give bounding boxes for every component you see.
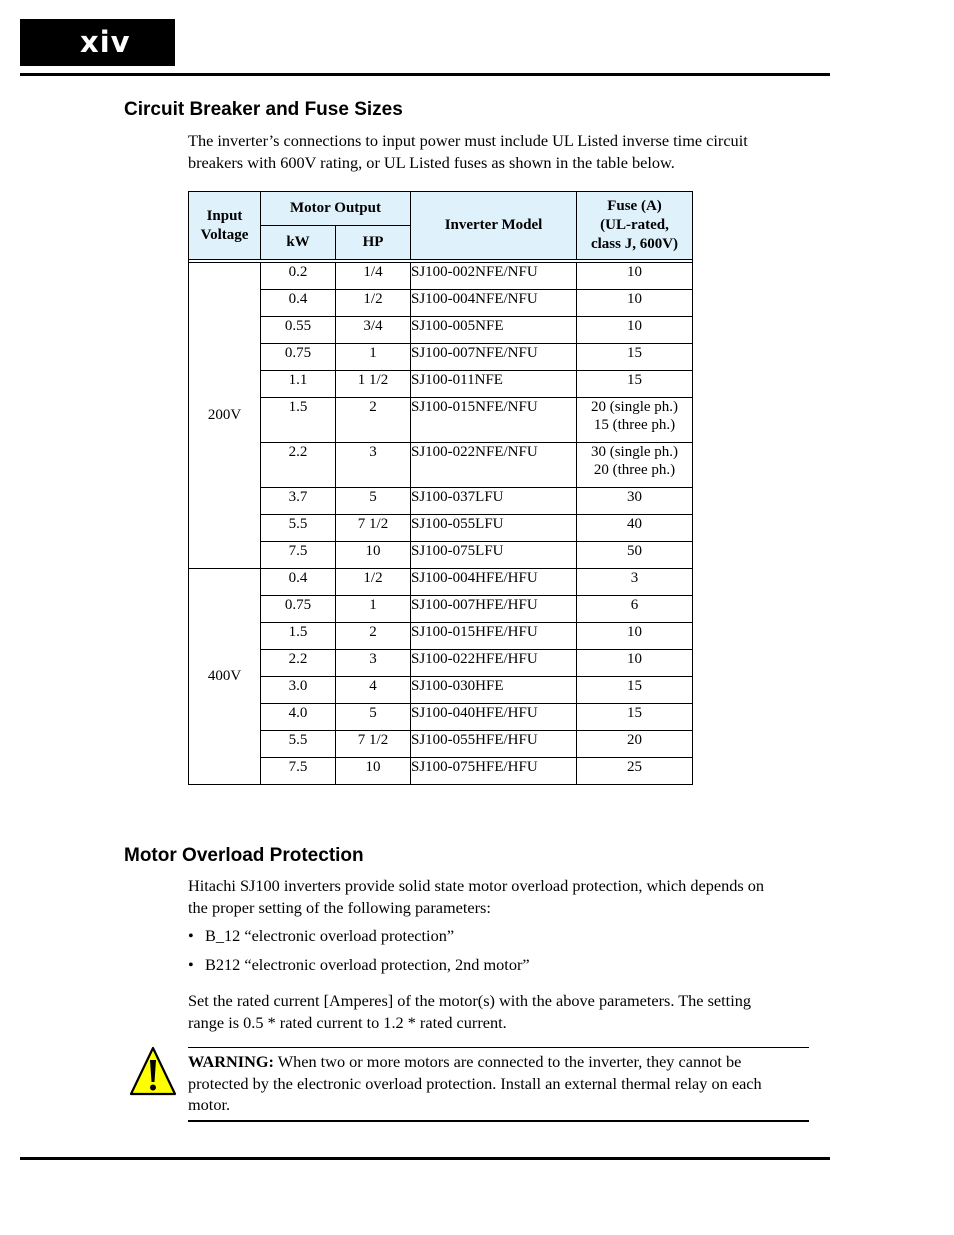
cell-inverter-model: SJ100-030HFE bbox=[411, 677, 577, 704]
cell-hp: 1/2 bbox=[336, 569, 411, 596]
table-row bbox=[189, 731, 693, 758]
header-motor-output: Motor Output bbox=[261, 192, 411, 226]
cell-kw: 3.7 bbox=[261, 488, 336, 515]
cell-fuse: 50 bbox=[577, 542, 693, 569]
cell-kw: 0.75 bbox=[261, 344, 336, 371]
cell-hp: 1/2 bbox=[336, 290, 411, 317]
cell-kw: 0.4 bbox=[261, 569, 336, 596]
section-heading-circuit-breaker: Circuit Breaker and Fuse Sizes bbox=[124, 99, 403, 120]
cell-inverter-model: SJ100-005NFE bbox=[411, 317, 577, 344]
cell-kw: 4.0 bbox=[261, 704, 336, 731]
cell-fuse: 15 bbox=[577, 677, 693, 704]
table-row bbox=[189, 398, 693, 443]
parameter-list bbox=[188, 925, 530, 983]
cell-hp: 5 bbox=[336, 704, 411, 731]
cell-fuse: 10 bbox=[577, 623, 693, 650]
cell-input-voltage: 200V bbox=[189, 263, 261, 569]
cell-kw: 5.5 bbox=[261, 731, 336, 758]
cell-hp: 3 bbox=[336, 443, 411, 488]
table-row bbox=[189, 542, 693, 569]
cell-inverter-model: SJ100-037LFU bbox=[411, 488, 577, 515]
cell-inverter-model: SJ100-011NFE bbox=[411, 371, 577, 398]
cell-kw: 5.5 bbox=[261, 515, 336, 542]
table-row bbox=[189, 596, 693, 623]
cell-fuse: 40 bbox=[577, 515, 693, 542]
cell-inverter-model: SJ100-055HFE/HFU bbox=[411, 731, 577, 758]
cell-inverter-model: SJ100-015NFE/NFU bbox=[411, 398, 577, 443]
cell-hp: 2 bbox=[336, 623, 411, 650]
cell-hp: 3/4 bbox=[336, 317, 411, 344]
cell-inverter-model: SJ100-004HFE/HFU bbox=[411, 569, 577, 596]
cell-kw: 0.4 bbox=[261, 290, 336, 317]
footer-rule bbox=[20, 1157, 830, 1160]
cell-fuse: 15 bbox=[577, 704, 693, 731]
cell-kw: 1.5 bbox=[261, 623, 336, 650]
cell-hp: 3 bbox=[336, 650, 411, 677]
table-row bbox=[189, 371, 693, 398]
table-row bbox=[189, 263, 693, 290]
motor-overload-intro: Hitachi SJ100 inverters provide solid state motor overload protection, which depends on the proper setting of the following parameters: bbox=[188, 876, 765, 917]
cell-hp: 5 bbox=[336, 488, 411, 515]
table-row bbox=[189, 515, 693, 542]
cell-fuse: 20 (single ph.) 15 (three ph.) bbox=[577, 398, 693, 443]
header-kw: kW bbox=[261, 226, 336, 260]
cell-input-voltage: 400V bbox=[189, 569, 261, 785]
cell-fuse: 10 bbox=[577, 290, 693, 317]
cell-inverter-model: SJ100-075LFU bbox=[411, 542, 577, 569]
table-row bbox=[189, 623, 693, 650]
cell-inverter-model: SJ100-040HFE/HFU bbox=[411, 704, 577, 731]
page-number: xiv bbox=[80, 25, 131, 59]
cell-hp: 1 bbox=[336, 596, 411, 623]
fuse-size-table bbox=[188, 191, 693, 785]
header-fuse: Fuse (A) (UL-rated, class J, 600V) bbox=[577, 192, 693, 260]
header-input-voltage: Input Voltage bbox=[189, 192, 261, 260]
cell-inverter-model: SJ100-022HFE/HFU bbox=[411, 650, 577, 677]
cell-hp: 4 bbox=[336, 677, 411, 704]
cell-inverter-model: SJ100-022NFE/NFU bbox=[411, 443, 577, 488]
rated-current-paragraph: Set the rated current [Amperes] of the motor(s) with the above parameters. The setting range is 0.5 * rated current to 1.2 * rated current. bbox=[188, 991, 752, 1032]
cell-fuse: 10 bbox=[577, 263, 693, 290]
page-number-tab bbox=[20, 19, 175, 66]
cell-kw: 0.2 bbox=[261, 263, 336, 290]
cell-fuse: 30 (single ph.) 20 (three ph.) bbox=[577, 443, 693, 488]
table-row bbox=[189, 290, 693, 317]
cell-kw: 2.2 bbox=[261, 650, 336, 677]
cell-kw: 0.75 bbox=[261, 596, 336, 623]
cell-hp: 10 bbox=[336, 542, 411, 569]
cell-kw: 7.5 bbox=[261, 542, 336, 569]
cell-kw: 2.2 bbox=[261, 443, 336, 488]
cell-fuse: 3 bbox=[577, 569, 693, 596]
cell-inverter-model: SJ100-004NFE/NFU bbox=[411, 290, 577, 317]
cell-fuse: 25 bbox=[577, 758, 693, 785]
warning-triangle-icon bbox=[129, 1046, 177, 1096]
cell-hp: 7 1/2 bbox=[336, 731, 411, 758]
table-row bbox=[189, 443, 693, 488]
cell-hp: 7 1/2 bbox=[336, 515, 411, 542]
cell-kw: 0.55 bbox=[261, 317, 336, 344]
cell-fuse: 15 bbox=[577, 371, 693, 398]
table-row bbox=[189, 488, 693, 515]
cell-fuse: 15 bbox=[577, 344, 693, 371]
cell-kw: 1.5 bbox=[261, 398, 336, 443]
table-row bbox=[189, 650, 693, 677]
list-item: • B_12 “electronic overload protection” bbox=[188, 926, 455, 945]
table-row bbox=[189, 704, 693, 731]
header-rule bbox=[20, 73, 830, 76]
list-item: • B212 “electronic overload protection, 2nd motor” bbox=[188, 955, 530, 974]
cell-inverter-model: SJ100-007NFE/NFU bbox=[411, 344, 577, 371]
header-inverter-model: Inverter Model bbox=[411, 192, 577, 260]
cell-inverter-model: SJ100-075HFE/HFU bbox=[411, 758, 577, 785]
table-row bbox=[189, 758, 693, 785]
cell-hp: 1 bbox=[336, 344, 411, 371]
cell-fuse: 20 bbox=[577, 731, 693, 758]
warning-label: WARNING: bbox=[188, 1052, 274, 1071]
cell-fuse: 6 bbox=[577, 596, 693, 623]
fuse-table-body bbox=[189, 263, 693, 785]
table-row bbox=[189, 569, 693, 596]
table-row bbox=[189, 677, 693, 704]
cell-kw: 3.0 bbox=[261, 677, 336, 704]
cell-inverter-model: SJ100-002NFE/NFU bbox=[411, 263, 577, 290]
section-heading-motor-overload: Motor Overload Protection bbox=[124, 845, 364, 866]
cell-fuse: 30 bbox=[577, 488, 693, 515]
circuit-breaker-intro: The inverter’s connections to input power must include UL Listed inverse time circuit breakers with 600V rating, or UL Listed fuses as shown in the table below. bbox=[188, 131, 748, 172]
warning-box bbox=[188, 1047, 809, 1122]
cell-hp: 1/4 bbox=[336, 263, 411, 290]
cell-inverter-model: SJ100-055LFU bbox=[411, 515, 577, 542]
cell-kw: 7.5 bbox=[261, 758, 336, 785]
cell-hp: 1 1/2 bbox=[336, 371, 411, 398]
cell-hp: 10 bbox=[336, 758, 411, 785]
cell-kw: 1.1 bbox=[261, 371, 336, 398]
table-row bbox=[189, 317, 693, 344]
warning-text: WARNING: When two or more motors are connected to the inverter, they cannot be protected by the electronic overload protection. Install an external thermal relay on each motor. bbox=[188, 1052, 762, 1114]
cell-inverter-model: SJ100-015HFE/HFU bbox=[411, 623, 577, 650]
header-hp: HP bbox=[336, 226, 411, 260]
cell-inverter-model: SJ100-007HFE/HFU bbox=[411, 596, 577, 623]
table-row bbox=[189, 344, 693, 371]
cell-fuse: 10 bbox=[577, 317, 693, 344]
cell-fuse: 10 bbox=[577, 650, 693, 677]
cell-hp: 2 bbox=[336, 398, 411, 443]
